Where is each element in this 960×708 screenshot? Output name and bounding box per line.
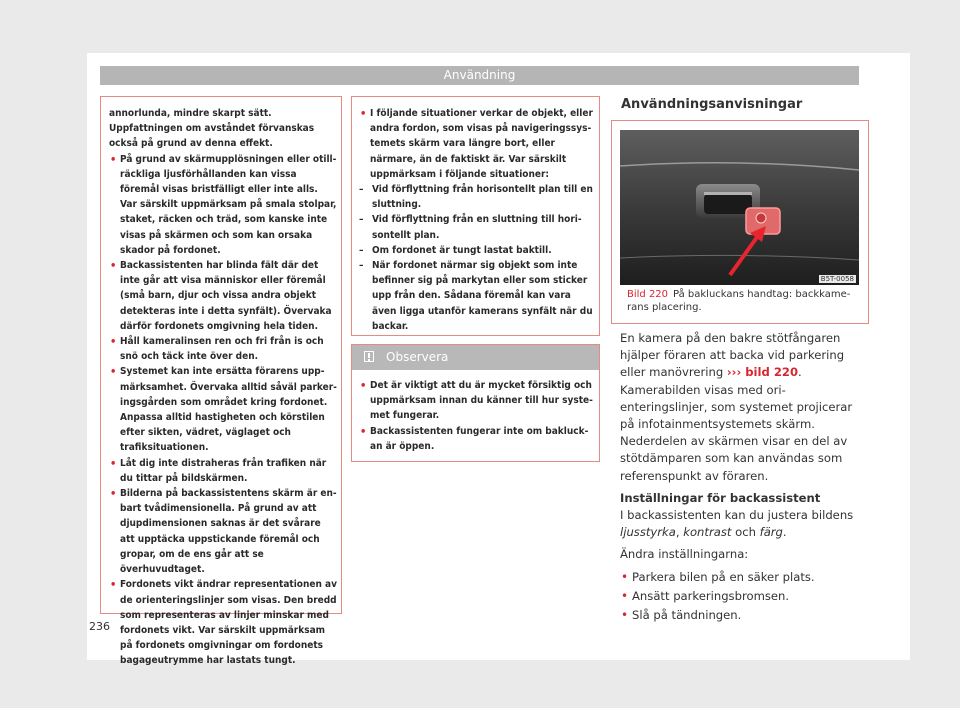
note-header [352, 345, 599, 370]
settings-paragraph [620, 507, 860, 541]
text-run: , [675, 525, 684, 540]
subheading: Inställningar för backassistent [620, 490, 821, 505]
text-run: kontrast [683, 525, 732, 540]
figure-caption [627, 288, 857, 314]
warning-bullet: • På grund av skärmupplösningen eller otillräckliga ljusförhållanden kan vissa föremål visas bristfälligt eller inte alls. Var särskilt uppmärksam på smala stolpar, staket, räcken och träd, som kanske inte visas på skärmen och som kan orsaka skador på fordonet. [109, 152, 337, 258]
situation-item: – Vid förflyttning från horisontellt plan till en sluttning. [359, 182, 595, 212]
page-number: 236 [89, 620, 110, 633]
page-header: Användning [100, 66, 859, 85]
body-text [620, 330, 860, 626]
warning-box-left [100, 96, 342, 667]
caption-text: På bakluckans handtag: backkamerans placering. [627, 289, 851, 313]
text-run: färg [759, 525, 783, 540]
figure-label: Bild 220 [627, 289, 669, 300]
figure-code: B5T-0058 [820, 275, 854, 283]
warning-paragraph: annorlunda, mindre skarpt sätt. Uppfattningen om avståndet förvanskas också på grund av denna effekt. [109, 108, 315, 150]
warning-bullet: • I följande situationer verkar de objekt, eller andra fordon, som visas på navigeringssystemets skärm vara längre bort, eller närmare, än de faktiskt är. Var särskilt uppmärksam i följande situationer: [359, 106, 595, 182]
tailgate-handle-photo [620, 130, 859, 285]
instruction-lead: Ändra inställningarna: [620, 547, 749, 562]
text-run: och [731, 525, 760, 540]
section-title: Användningsanvisningar [621, 97, 803, 112]
info-icon [364, 351, 374, 362]
step-item: • Parkera bilen på en säker plats. [620, 569, 860, 586]
text-run: . [782, 525, 787, 540]
warning-bullet: • Backassistenten har blinda fält där det inte går att visa människor eller föremål (små barn, djur och vissa andra objekt detekteras inte i detta synfält). Övervaka därför fordonets omgivning hela tiden. [109, 258, 337, 334]
note-title: Observera [386, 350, 449, 364]
note-box [351, 344, 600, 462]
figure-reference-link[interactable]: ››› bild 220 [726, 365, 799, 380]
text-run: En kamera på den bakre stötfångaren hjälper föraren att backa vid parkering eller manövrering [620, 331, 845, 380]
note-bullet: • Det är viktigt att du är mycket försiktig och uppmärksam innan du känner till hur systemet fungerar. [359, 378, 595, 424]
step-item: • Ansätt parkeringsbromsen. [620, 588, 860, 605]
warning-bullet: • Håll kameralinsen ren och fri från is och snö och täck inte över den. [109, 334, 337, 364]
text-run: . Kamerabilden visas med orienteringslinjer, som systemet projicerar på infotainmentsystemets skärm. Nederdelen av skärmen visar en del av stötdämparen som kan användas som referenspunkt av föraren. [620, 365, 853, 483]
situation-item: – Om fordonet är tungt lastat baktill. [359, 243, 595, 258]
situation-item: – När fordonet närmar sig objekt som inte befinner sig på markytan eller som sticker upp från den. Sådana föremål kan vara även ligga utanför kamerans synfält när du backar. [359, 258, 595, 334]
warning-bullet: • Låt dig inte distraheras från trafiken när du tittar på bildskärmen. [109, 456, 337, 486]
warning-bullet: • Systemet kan inte ersätta förarens uppmärksamhet. Övervaka alltid såväl parkeringsgården som området kring fordonet. Anpassa alltid hastigheten och körstilen efter sikten, vädret, väglaget och trafiksituationen. [109, 364, 337, 455]
situation-item: – Vid förflyttning från en sluttning till horisontellt plan. [359, 212, 595, 242]
warning-bullet: • Bilderna på backassistentens skärm är enbart tvådimensionella. På grund av att djupdimensionen saknas är det svårare att upptäcka uppstickande föremål och gropar, om de ens går att se överhuvudtaget. [109, 486, 337, 577]
text-run: I backassistenten kan du justera bildens [620, 508, 854, 523]
tailgate-illustration [620, 130, 859, 285]
step-item: • Slå på tändningen. [620, 607, 860, 624]
warning-box-middle [351, 96, 600, 336]
intro-paragraph [620, 330, 860, 485]
warning-bullet: • Fordonets vikt ändrar representationen av de orienteringslinjer som visas. Den bredd som representeras av linjer minskar med fordonets vikt. Var särskilt uppmärksam på fordonets omgivningar om fordonets bagageutrymme har lastats tungt. [109, 577, 337, 668]
text-run: ljusstyrka [620, 525, 676, 540]
note-bullet: • Backassistenten fungerar inte om bakluckan är öppen. [359, 424, 595, 454]
